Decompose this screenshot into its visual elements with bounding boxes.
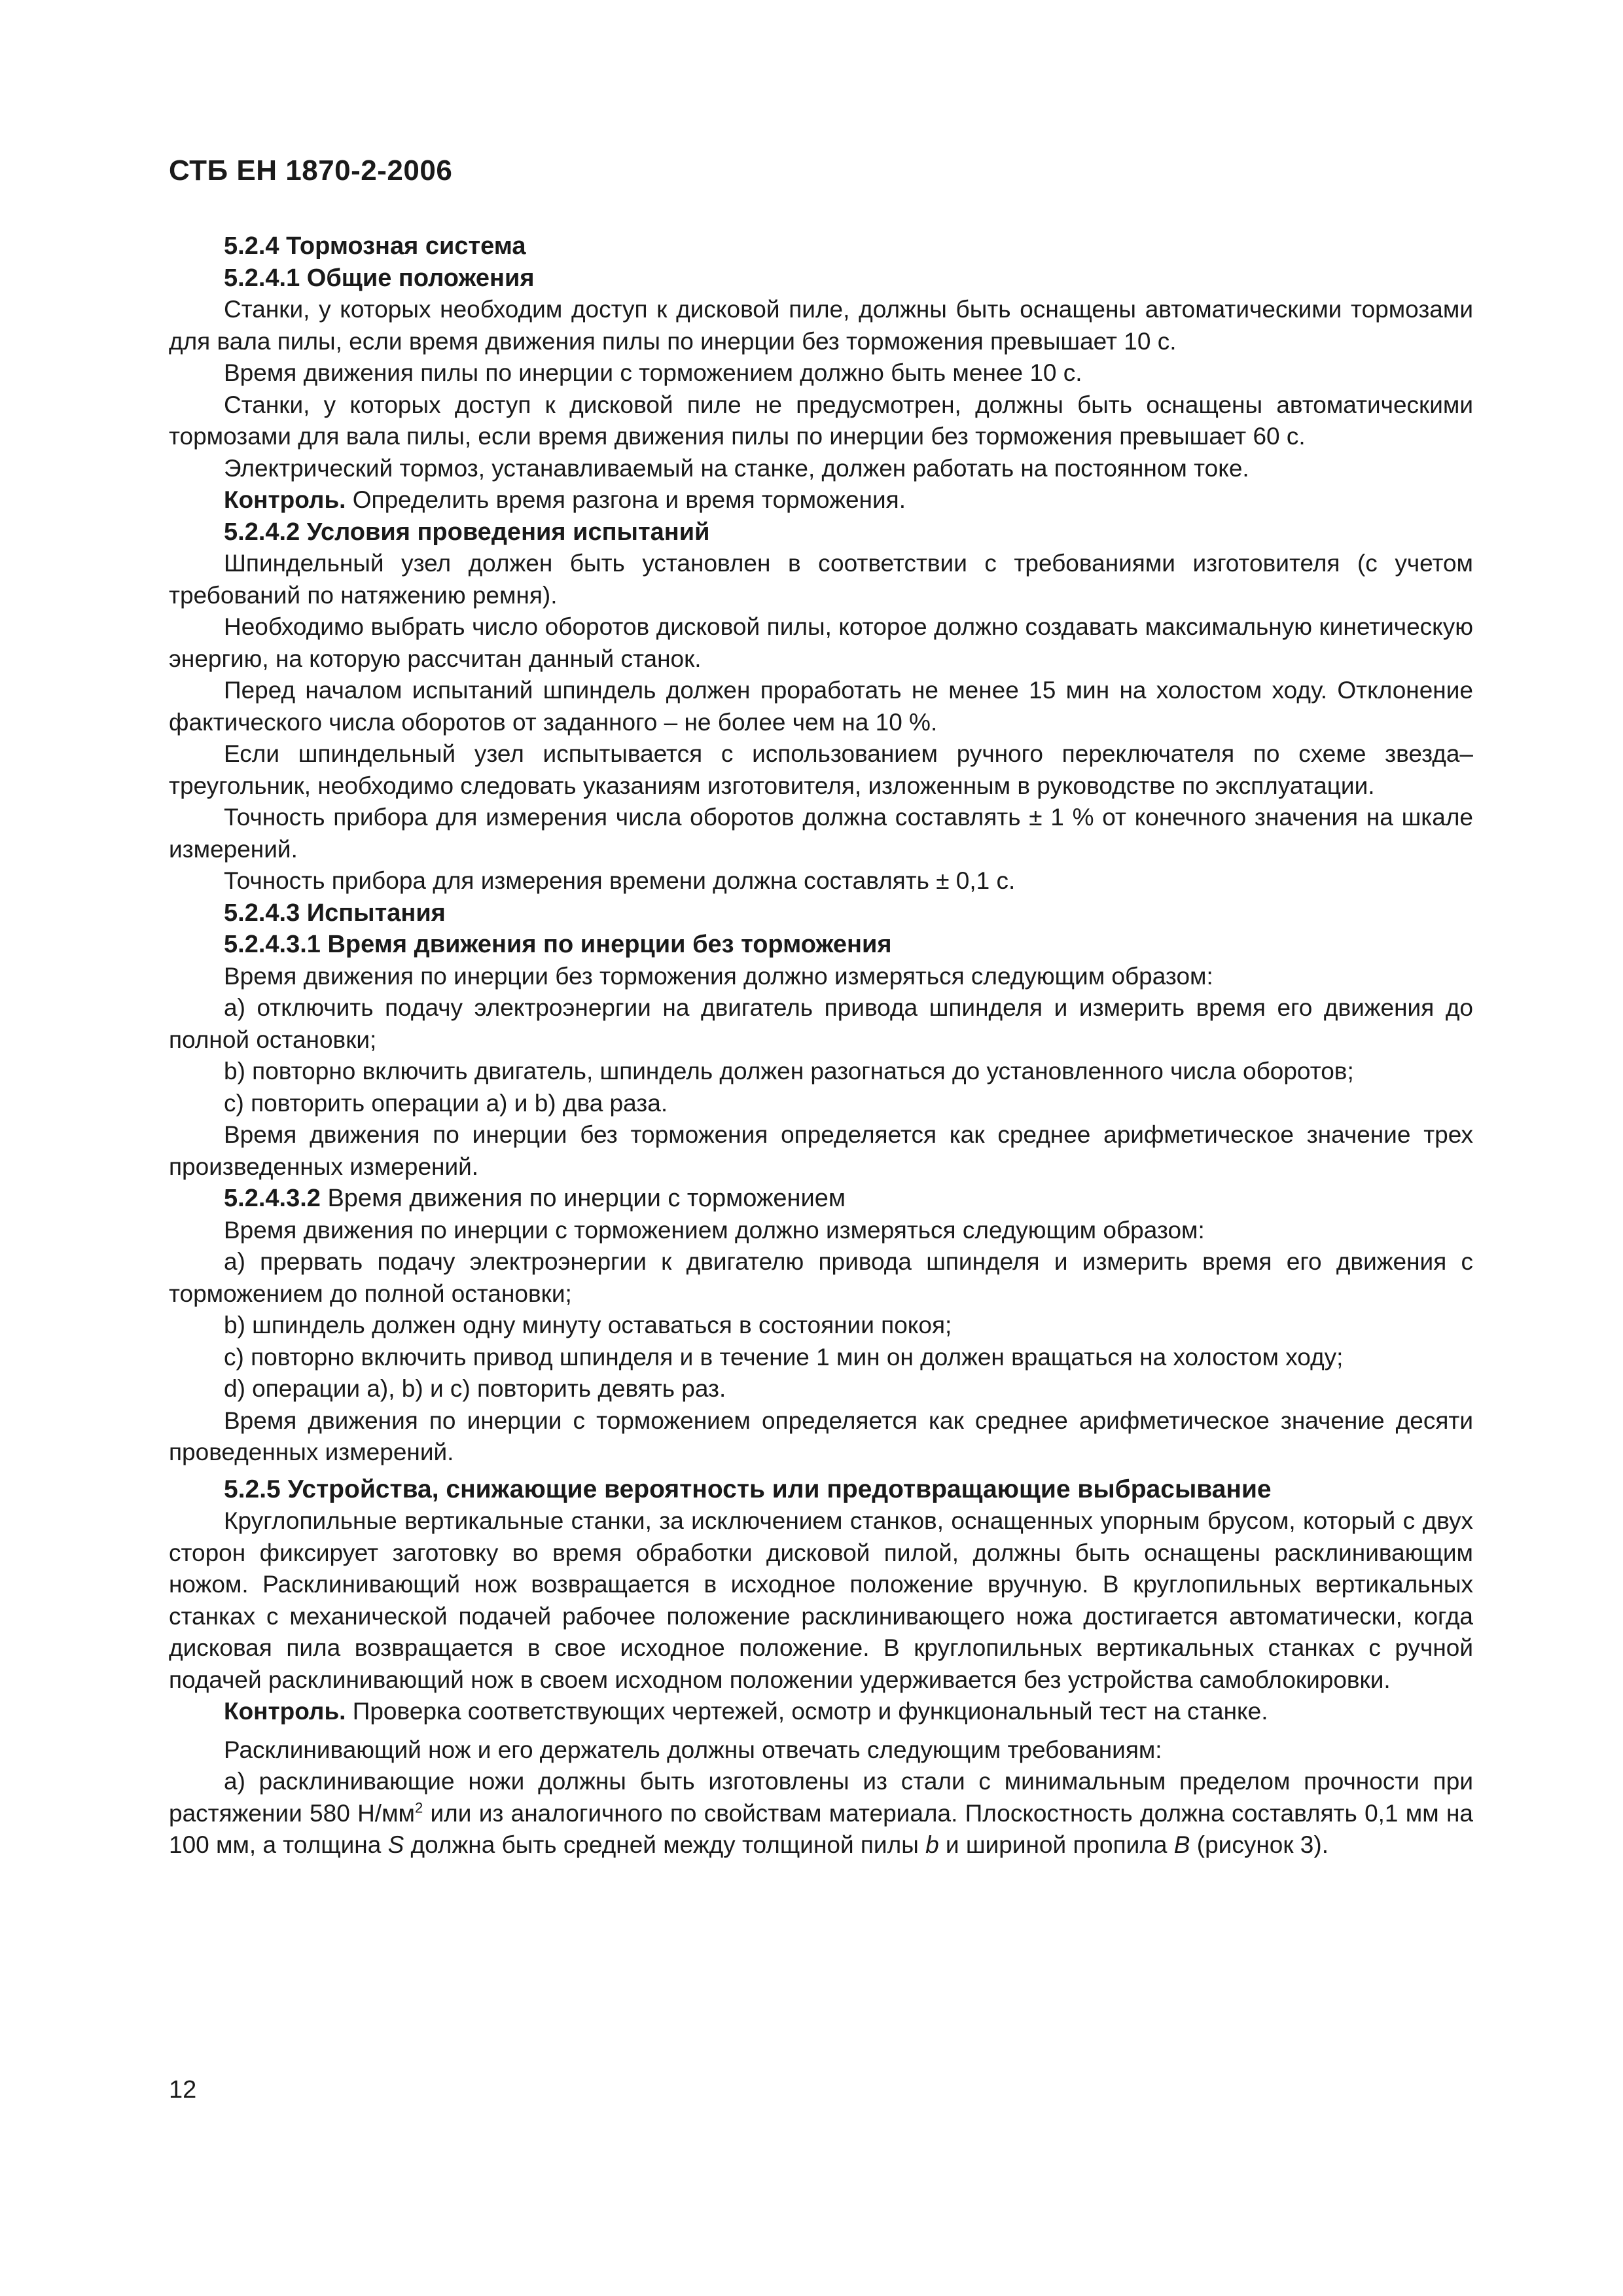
variable-b-upper: B xyxy=(1173,1831,1190,1858)
subsection-title: Время движения по инерции с торможением xyxy=(320,1185,846,1212)
control-text: Проверка соответствующих чертежей, осмотр и функциональный тест на станке. xyxy=(346,1698,1268,1725)
paragraph: Необходимо выбрать число оборотов дисковой пилы, которое должно создавать максимальную кинетическую энергию, на которую рассчитан данный станок. xyxy=(169,613,1473,672)
text-run: a) расклинивающие ножи должны быть изготовлены из стали с минимальным пределом прочности при растяжении 580 Н/мм xyxy=(169,1768,1473,1827)
paragraph: Время движения по инерции с торможением должно измеряться следующим образом: xyxy=(224,1216,1205,1244)
subsection-heading-5-2-4-3: 5.2.4.3 Испытания xyxy=(224,899,446,927)
paragraph: Если шпиндельный узел испытывается с использованием ручного переключателя по схеме звезда–треугольник, необходимо следовать указаниям изготовителя, изложенным в руководстве по эксплуатации. xyxy=(169,740,1473,799)
paragraph: Точность прибора для измерения времени должна составлять ± 0,1 с. xyxy=(224,867,1016,894)
section-heading-5-2-5: 5.2.5 Устройства, снижающие вероятность или предотвращающие выбрасывание xyxy=(224,1475,1272,1503)
list-item: d) операции a), b) и c) повторить девять раз. xyxy=(224,1375,726,1402)
paragraph: Перед началом испытаний шпиндель должен проработать не менее 15 мин на холостом ходу. Отклонение фактического числа оборотов от заданного – не более чем на 10 %. xyxy=(169,677,1473,736)
text-run: или из аналогичного по свойствам материала. Плоскостность должна составлять 0,1 мм на 100 мм, а толщина xyxy=(169,1799,1473,1858)
variable-s: S xyxy=(387,1831,404,1858)
paragraph: Время движения по инерции без торможения должно измеряться следующим образом: xyxy=(224,962,1213,990)
text-run: должна быть средней между толщиной пилы xyxy=(404,1831,926,1858)
control-label: Контроль. xyxy=(224,486,346,513)
paragraph: Станки, у которых доступ к дисковой пиле не предусмотрен, должны быть оснащены автоматическими тормозами для вала пилы, если время движения пилы по инерции без торможения превышает 60 с. xyxy=(169,391,1473,450)
paragraph: Время движения пилы по инерции с торможением должно быть менее 10 с. xyxy=(224,359,1082,386)
subsection-heading-5-2-4-3-1: 5.2.4.3.1 Время движения по инерции без торможения xyxy=(224,931,892,958)
list-item: a) отключить подачу электроэнергии на двигатель привода шпинделя и измерить время его движения до полной остановки; xyxy=(169,994,1473,1053)
text-run: (рисунок 3). xyxy=(1190,1831,1329,1858)
page-number: 12 xyxy=(169,2076,197,2104)
control-text: Определить время разгона и время торможения. xyxy=(346,486,906,513)
section-heading-5-2-4: 5.2.4 Тормозная система xyxy=(224,232,526,260)
paragraph: Станки, у которых необходим доступ к дисковой пиле, должны быть оснащены автоматическими тормозами для вала пилы, если время движения пилы по инерции без торможения превышает 10 с. xyxy=(169,296,1473,355)
paragraph: Точность прибора для измерения числа оборотов должна составлять ± 1 % от конечного значения на шкале измерений. xyxy=(169,804,1473,863)
list-item: c) повторно включить привод шпинделя и в течение 1 мин он должен вращаться на холостом ходу; xyxy=(224,1343,1344,1371)
paragraph: Время движения по инерции с торможением определяется как среднее арифметическое значение десяти проведенных измерений. xyxy=(169,1407,1473,1465)
control-paragraph xyxy=(169,1696,1473,1728)
text-run: и шириной пропила xyxy=(938,1831,1174,1858)
subsection-heading-5-2-4-3-2 xyxy=(169,1183,1473,1215)
list-item: b) повторно включить двигатель, шпиндель должен разогнаться до установленного числа оборотов; xyxy=(224,1058,1354,1085)
list-item: a) прервать подачу электроэнергии к двигателю привода шпинделя и измерить время его движения с торможением до полной остановки; xyxy=(169,1248,1473,1307)
paragraph: Шпиндельный узел должен быть установлен в соответствии с требованиями изготовителя (с учетом требований по натяжению ремня). xyxy=(169,550,1473,609)
subsection-number: 5.2.4.3.2 xyxy=(224,1185,321,1212)
paragraph: Электрический тормоз, устанавливаемый на станке, должен работать на постоянном токе. xyxy=(224,454,1249,482)
control-paragraph xyxy=(169,484,1473,516)
paragraph: Расклинивающий нож и его держатель должны отвечать следующим требованиям: xyxy=(224,1736,1162,1763)
document-code: СТБ ЕН 1870-2-2006 xyxy=(169,154,453,187)
list-item: b) шпиндель должен одну минуту оставаться в состоянии покоя; xyxy=(224,1312,952,1338)
paragraph: Время движения по инерции без торможения определяется как среднее арифметическое значение трех произведенных измерений. xyxy=(169,1121,1473,1180)
list-item xyxy=(169,1766,1473,1861)
subsection-heading-5-2-4-1: 5.2.4.1 Общие положения xyxy=(224,264,535,292)
list-item: c) повторить операции a) и b) два раза. xyxy=(224,1089,668,1117)
subsection-heading-5-2-4-2: 5.2.4.2 Условия проведения испытаний xyxy=(224,518,710,546)
paragraph: Круглопильные вертикальные станки, за исключением станков, оснащенных упорным брусом, который с двух сторон фиксирует заготовку во время обработки дисковой пилой, должны быть оснащены расклинивающим ножом. Расклинивающий нож возвращается в исходное положение вручную. В круглопильных вертикальных станках с механической подачей рабочее положение расклинивающего ножа достигается автоматически, когда дисковая пила возвращается в свое исходное положение. В круглопильных вертикальных станках с ручной подачей расклинивающий нож в своем исходном положении удерживается без устройства самоблокировки. xyxy=(169,1507,1473,1693)
variable-b: b xyxy=(925,1831,939,1858)
document-body xyxy=(169,230,1473,1861)
control-label: Контроль. xyxy=(224,1698,346,1725)
superscript: 2 xyxy=(414,1799,423,1816)
